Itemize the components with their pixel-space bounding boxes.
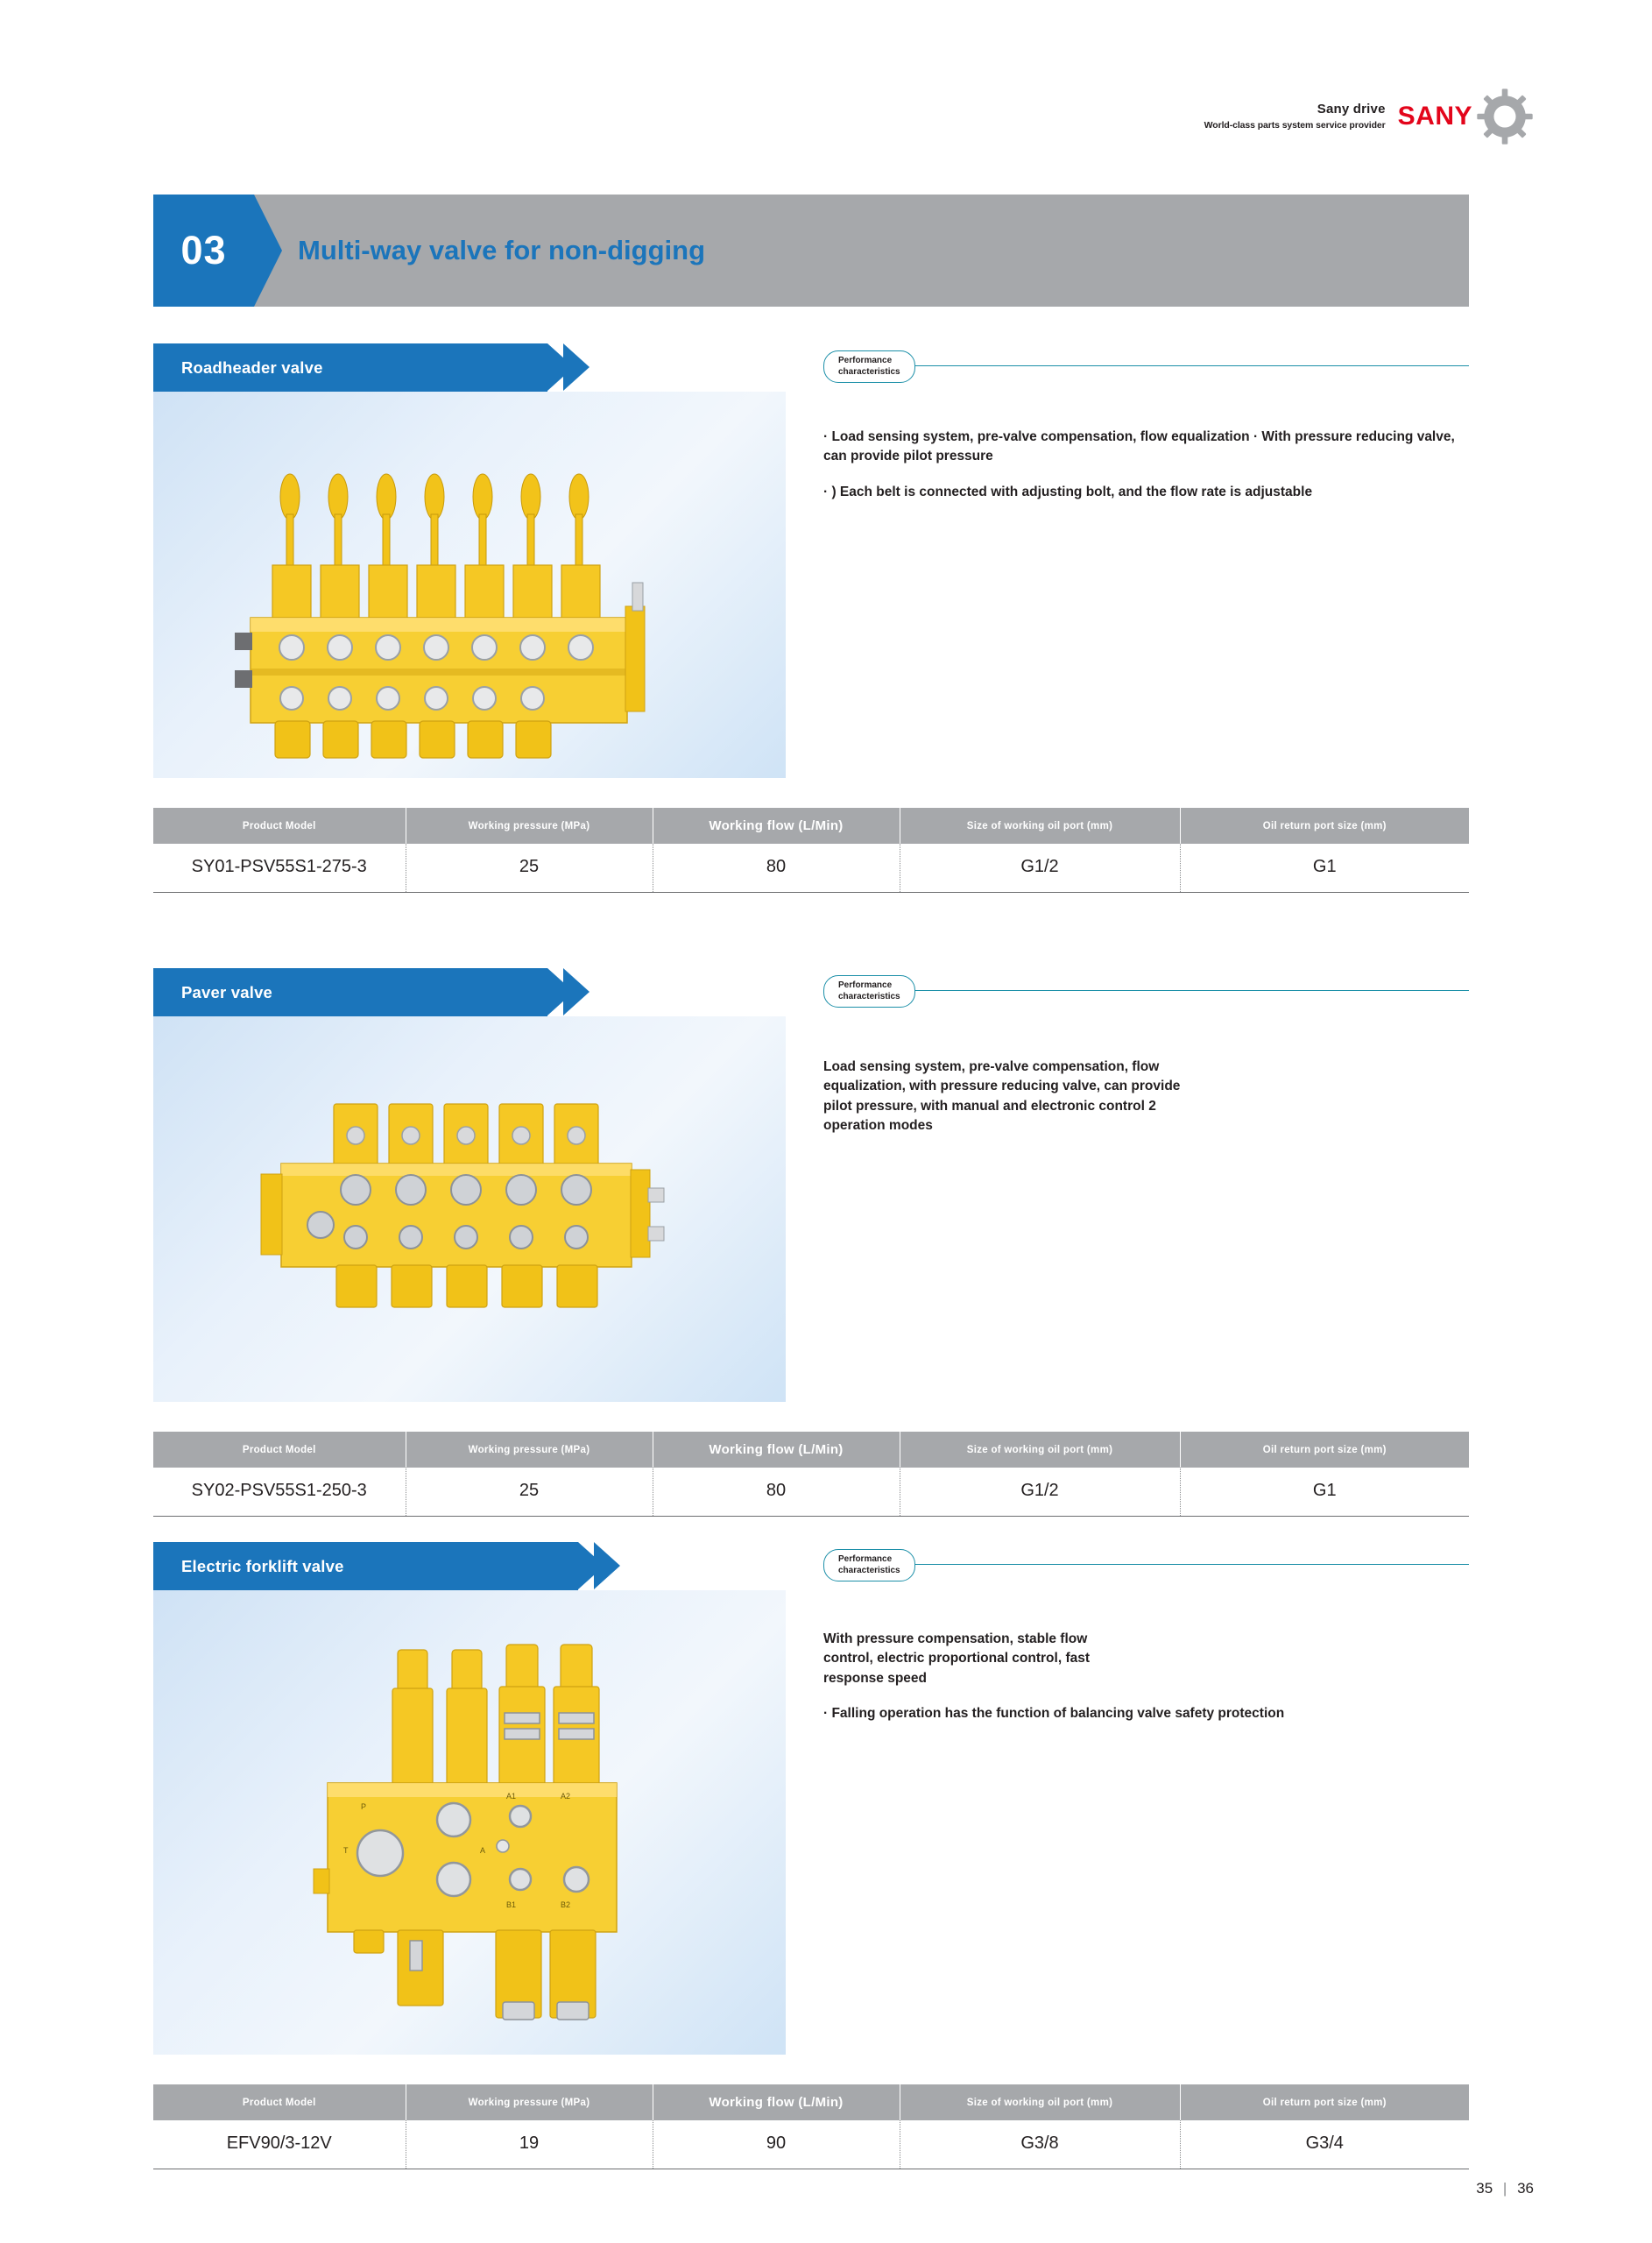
performance-label-line2: characteristics (838, 1565, 900, 1575)
product-label-bar (153, 1542, 578, 1590)
performance-text (823, 428, 1469, 502)
col-working-flow: Working flow (L/Min) (653, 1432, 900, 1468)
cell-working-pressure: 25 (406, 844, 653, 893)
svg-text:A1: A1 (506, 1792, 517, 1801)
performance-label-line2: characteristics (838, 991, 900, 1001)
performance-rule (823, 1564, 1469, 1565)
performance-header (823, 1549, 1469, 1579)
feature-item: With pressure compensation, stable flow control, electric proportional control, fast response speed (823, 1631, 1091, 1686)
brand-text (1204, 100, 1386, 133)
table-header-row (153, 2084, 1469, 2120)
cell-working-flow: 90 (653, 2120, 900, 2169)
performance-text (823, 1630, 1469, 1724)
chevron-right-icon (578, 1542, 620, 1590)
performance-label-line1: Performance (838, 980, 893, 990)
cell-working-pressure: 19 (406, 2120, 653, 2169)
chevron-right-icon (547, 343, 589, 392)
product-label-bar (153, 343, 547, 392)
brand-subtitle: World-class parts system service provider (1204, 120, 1386, 131)
col-oil-port-size: Size of working oil port (mm) (900, 2084, 1180, 2120)
chevron-right-icon (547, 968, 589, 1016)
product-name: Paver valve (181, 982, 273, 1001)
page-title: Multi-way valve for non-digging (298, 234, 705, 265)
table-header-row (153, 808, 1469, 844)
spec-table-electric-forklift-valve (153, 2084, 1469, 2169)
sany-wordmark: SANY (1397, 102, 1472, 131)
performance-label-line2: characteristics (838, 366, 900, 377)
col-working-pressure: Working pressure (MPa) (406, 1432, 653, 1468)
col-oil-port-size: Size of working oil port (mm) (900, 808, 1180, 844)
col-product-model: Product Model (153, 2084, 406, 2120)
page-number-separator: | (1502, 2180, 1507, 2197)
performance-badge (823, 350, 915, 383)
col-working-pressure: Working pressure (MPa) (406, 808, 653, 844)
product-image-roadheader-valve (153, 392, 786, 778)
performance-header (823, 975, 1469, 1005)
performance-badge (823, 1549, 915, 1581)
product-name: Roadheader valve (181, 357, 323, 377)
svg-text:A2: A2 (561, 1792, 571, 1801)
svg-text:B1: B1 (506, 1900, 517, 1909)
cell-product-model: SY02-PSV55S1-250-3 (153, 1468, 406, 1517)
page-header (1204, 88, 1534, 145)
col-working-flow: Working flow (L/Min) (653, 808, 900, 844)
cell-oil-return-size: G1 (1180, 844, 1469, 893)
table-row (153, 844, 1469, 893)
performance-badge (823, 975, 915, 1008)
svg-text:P: P (361, 1802, 367, 1811)
performance-rule (823, 365, 1469, 366)
svg-text:B2: B2 (561, 1900, 571, 1909)
table-row (153, 2120, 1469, 2169)
col-oil-return-size: Oil return port size (mm) (1180, 2084, 1469, 2120)
performance-column-roadheader-valve (823, 350, 1469, 511)
col-working-pressure: Working pressure (MPa) (406, 2084, 653, 2120)
performance-column-electric-forklift-valve (823, 1549, 1469, 1733)
col-product-model: Product Model (153, 1432, 406, 1468)
page-number-right: 36 (1517, 2180, 1534, 2197)
cell-working-pressure: 25 (406, 1468, 653, 1517)
product-block-paver-valve (153, 968, 1469, 1517)
section-header (153, 195, 1469, 307)
gear-icon (1476, 88, 1534, 145)
cell-oil-return-size: G3/4 (1180, 2120, 1469, 2169)
cell-oil-port-size: G3/8 (900, 2120, 1180, 2169)
col-product-model: Product Model (153, 808, 406, 844)
col-oil-return-size: Oil return port size (mm) (1180, 1432, 1469, 1468)
performance-header (823, 350, 1469, 380)
performance-label-line1: Performance (838, 1554, 893, 1564)
performance-column-paver-valve (823, 975, 1469, 1145)
product-label-bar (153, 968, 547, 1016)
cell-oil-port-size: G1/2 (900, 1468, 1180, 1517)
cell-oil-port-size: G1/2 (900, 844, 1180, 893)
page-footer (0, 2180, 1652, 2197)
col-working-flow: Working flow (L/Min) (653, 2084, 900, 2120)
svg-text:A: A (480, 1846, 486, 1855)
cell-product-model: SY01-PSV55S1-275-3 (153, 844, 406, 893)
table-row (153, 1468, 1469, 1517)
svg-text:T: T (343, 1846, 349, 1855)
product-block-roadheader-valve (153, 343, 1469, 893)
section-number: 03 (153, 195, 254, 307)
product-block-electric-forklift-valve (153, 1542, 1469, 2169)
page-number-left: 35 (1476, 2180, 1493, 2197)
feature-item: Load sensing system, pre-valve compensation, flow equalization, with pressure reducing valve, can provide pilot pressure, with manual and electronic control 2 operation modes (823, 1059, 1181, 1134)
spec-table-paver-valve (153, 1432, 1469, 1517)
spec-table-roadheader-valve (153, 808, 1469, 893)
performance-label-line1: Performance (838, 356, 893, 365)
cell-oil-return-size: G1 (1180, 1468, 1469, 1517)
product-image-electric-forklift-valve (153, 1590, 786, 2055)
product-name: Electric forklift valve (181, 1556, 344, 1575)
cell-product-model: EFV90/3-12V (153, 2120, 406, 2169)
performance-text (823, 1058, 1191, 1136)
col-oil-port-size: Size of working oil port (mm) (900, 1432, 1180, 1468)
sany-logo (1398, 88, 1534, 145)
col-oil-return-size: Oil return port size (mm) (1180, 808, 1469, 844)
feature-item: · ) Each belt is connected with adjusting bolt, and the flow rate is adjustable (823, 484, 1313, 499)
cell-working-flow: 80 (653, 844, 900, 893)
brand-title: Sany drive (1317, 101, 1386, 117)
feature-item: · Load sensing system, pre-valve compensation, flow equalization · With pressure reducing valve, can provide pilot pressure (823, 429, 1455, 464)
performance-rule (823, 990, 1469, 991)
section-arrow-icon (254, 195, 282, 307)
cell-working-flow: 80 (653, 1468, 900, 1517)
product-image-paver-valve (153, 1016, 786, 1402)
table-header-row (153, 1432, 1469, 1468)
feature-item: · Falling operation has the function of balancing valve safety protection (823, 1706, 1285, 1722)
